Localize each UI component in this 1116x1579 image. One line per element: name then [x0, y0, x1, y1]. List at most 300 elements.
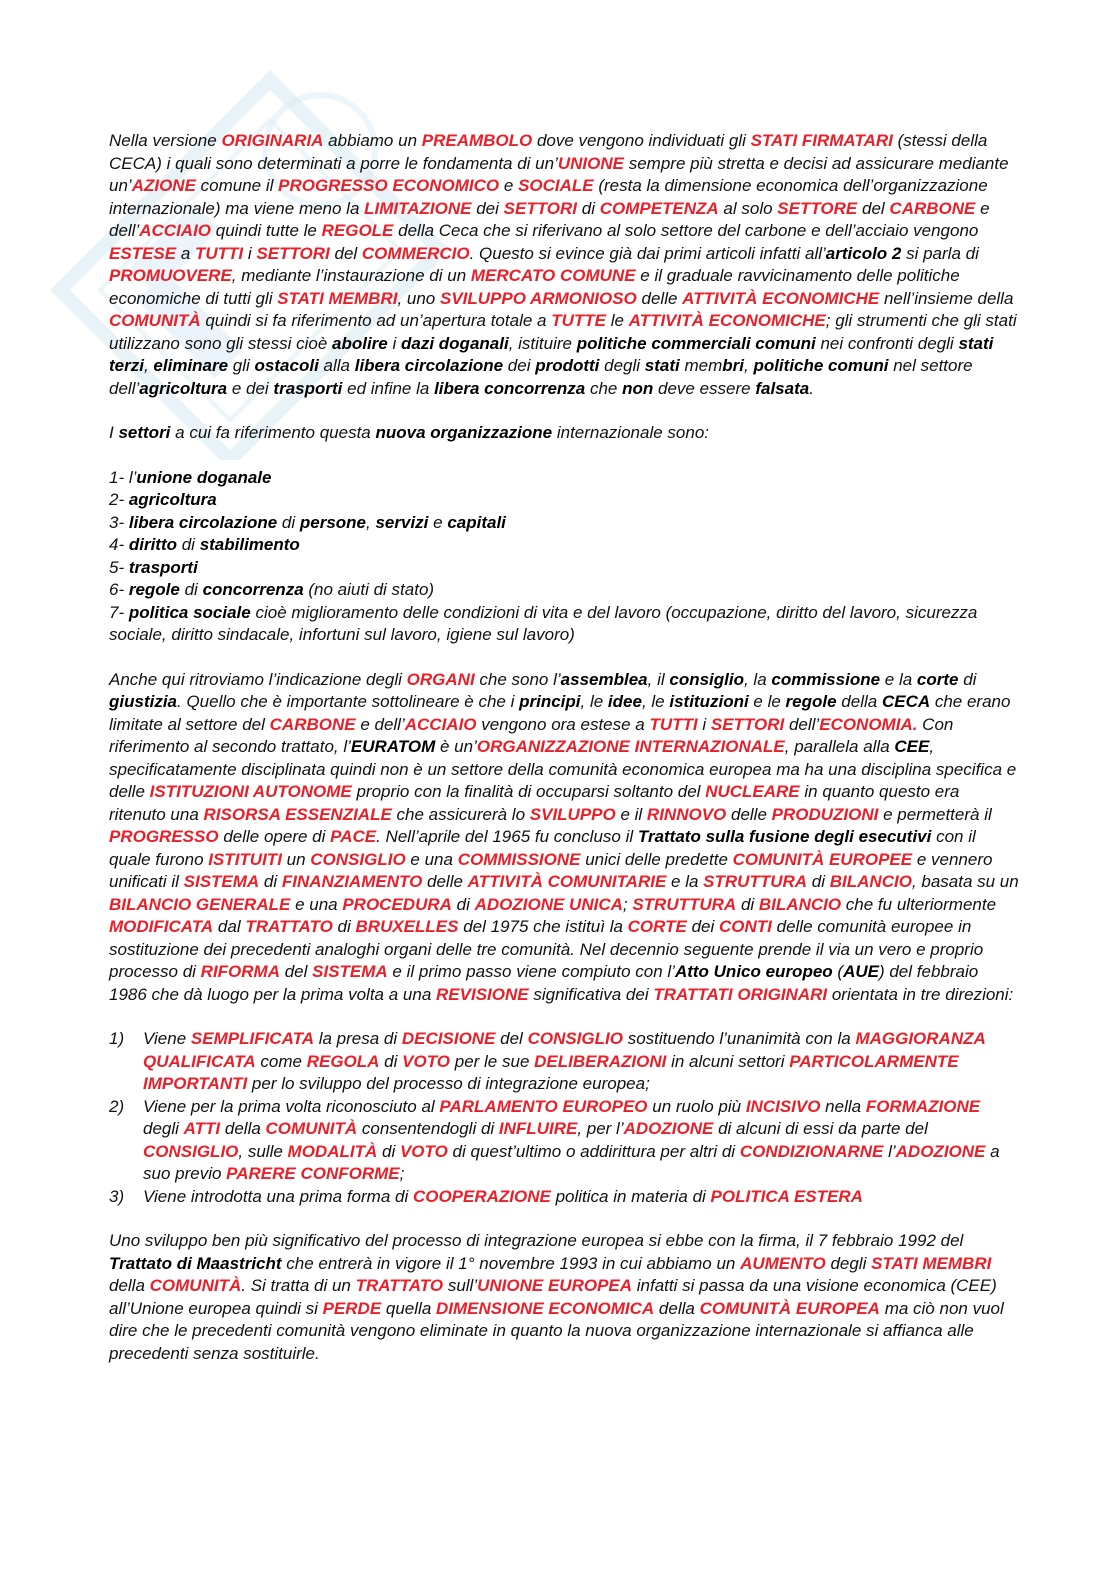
- text-run: , specificatamente disciplinata quindi non è un settore della comunità economica europea ma ha una disciplina specifica e delle: [109, 737, 1017, 801]
- highlighted-term: REGOLE: [321, 221, 394, 240]
- text-run: sull’: [443, 1276, 478, 1295]
- text-run: dell’: [784, 714, 820, 734]
- text-run: degli: [599, 356, 645, 375]
- bold-term: giustizia: [109, 692, 178, 711]
- text-run: e dell’: [109, 198, 990, 240]
- highlighted-term: MODIFICATA: [109, 917, 214, 936]
- highlighted-term: COMMISSIONE: [457, 849, 581, 869]
- bold-term: Trattato sulla fusione degli esecutivi: [637, 827, 932, 846]
- bold-term: bri: [722, 356, 744, 375]
- highlighted-term: ORGANIZZAZIONE INTERNAZIONALE: [476, 737, 785, 756]
- text-run: quindi si fa riferimento ad un’apertura totale a: [200, 311, 552, 330]
- document-body: [109, 130, 1019, 1365]
- text-run: 1- l’: [109, 467, 137, 487]
- text-run: di: [332, 917, 356, 936]
- bold-term: unione doganale: [136, 467, 272, 487]
- bold-term: agricoltura: [128, 490, 217, 509]
- highlighted-term: COOPERAZIONE: [412, 1186, 551, 1206]
- text-run: nei confronti degli: [815, 333, 959, 353]
- text-run: Viene: [143, 1029, 191, 1048]
- highlighted-term: COMUNITÀ: [149, 1276, 242, 1295]
- text-run: , le: [580, 692, 608, 711]
- paragraph: [109, 512, 1019, 535]
- text-run: e una: [405, 849, 458, 869]
- highlighted-term: STATI FIRMATARI: [750, 131, 893, 150]
- text-run: (no aiuti di stato): [303, 580, 435, 599]
- bold-term: concorrenza: [202, 580, 304, 599]
- text-run: Nella versione: [109, 131, 222, 150]
- highlighted-term: SETTORI: [503, 198, 578, 218]
- bold-term: corte: [916, 669, 959, 689]
- bold-term: regole: [785, 692, 837, 711]
- bold-term: politica sociale: [128, 602, 251, 622]
- paragraph-gap: [109, 400, 1019, 422]
- text-run: ed infine la: [342, 378, 435, 398]
- text-run: quella: [381, 1298, 436, 1318]
- text-run: delle: [636, 288, 683, 308]
- list-number: 1): [109, 1029, 125, 1048]
- text-run: delle comunità europee in sostituzione dei precedenti analoghi organi delle tre comunità. Nel decennio seguente prende il via un vero e proprio processo di: [109, 917, 984, 981]
- text-run: di: [577, 198, 600, 218]
- highlighted-term: UNIONE EUROPEA: [477, 1276, 633, 1295]
- text-run: nell’insieme della: [879, 288, 1014, 308]
- text-run: l’: [883, 1141, 896, 1161]
- highlighted-term: COMUNITÀ EUROPEE: [732, 849, 913, 869]
- text-run: sempre più stretta e decisi ad assicurare mediante un’: [109, 153, 1009, 195]
- text-run: di: [377, 1141, 400, 1161]
- highlighted-term: MODALITÀ: [287, 1141, 378, 1161]
- bold-term: ostacoli: [254, 356, 319, 375]
- highlighted-term: CONSIGLIO: [143, 1141, 239, 1161]
- text-run: alla: [318, 356, 355, 375]
- text-run: e una: [290, 894, 343, 914]
- text-run: è un’: [435, 737, 477, 756]
- text-run: ,: [366, 512, 376, 532]
- text-run: del: [857, 198, 890, 218]
- highlighted-term: MERCATO COMUNE: [470, 266, 636, 285]
- numbered-list-item: [109, 1028, 1019, 1096]
- bold-term: principi: [519, 692, 581, 711]
- highlighted-term: AZIONE: [131, 176, 196, 195]
- text-run: un ruolo più: [647, 1096, 746, 1116]
- highlighted-term: SEMPLIFICATA: [190, 1029, 314, 1048]
- highlighted-term: SISTEMA: [183, 872, 260, 891]
- highlighted-term: VOTO: [399, 1141, 448, 1161]
- highlighted-term: PROGRESSO: [109, 827, 219, 846]
- highlighted-term: PROGRESSO ECONOMICO: [278, 176, 500, 195]
- highlighted-term: POLITICA ESTERA: [710, 1186, 863, 1206]
- highlighted-term: COMMERCIO: [361, 243, 470, 263]
- text-run: che assicurerà lo: [391, 804, 530, 824]
- text-run: del 1975 che istituì la: [458, 917, 628, 936]
- bold-term: stati: [644, 356, 680, 375]
- highlighted-term: VOTO: [402, 1051, 451, 1071]
- text-run: i: [243, 243, 257, 263]
- highlighted-term: RISORSA ESSENZIALE: [203, 804, 392, 824]
- text-run: . Si tratta di un: [241, 1276, 356, 1295]
- text-run: in alcuni settori: [666, 1051, 790, 1071]
- bold-term: CECA: [881, 692, 931, 711]
- text-run: con il quale furono: [109, 827, 976, 869]
- highlighted-term: DELIBERAZIONI: [534, 1051, 667, 1071]
- text-run: si parla di: [901, 243, 979, 263]
- highlighted-term: SISTEMA: [312, 962, 388, 981]
- bold-term: assemblea: [560, 669, 648, 689]
- text-run: e la: [666, 872, 704, 891]
- paragraph: [109, 1230, 1019, 1365]
- text-run: , per l’: [577, 1119, 624, 1138]
- text-run: ; gli strumenti che gli stati utilizzano sono gli stessi cioè: [109, 311, 1017, 353]
- highlighted-term: FINANZIAMENTO: [281, 872, 423, 891]
- text-run: di: [179, 580, 203, 599]
- text-run: ) del febbraio 1986 che dà luogo per la prima volta a una: [109, 962, 979, 1004]
- text-run: che: [585, 378, 623, 398]
- paragraph-gap: [109, 1208, 1019, 1230]
- bold-term: falsata: [755, 378, 810, 398]
- highlighted-term: RINNOVO: [646, 804, 727, 824]
- text-run: delle: [422, 872, 468, 891]
- bold-term: non: [622, 378, 654, 398]
- highlighted-term: TUTTI: [649, 714, 698, 734]
- text-run: del: [495, 1029, 528, 1048]
- highlighted-term: ORIGINARIA: [221, 131, 324, 150]
- highlighted-term: ATTI: [183, 1119, 221, 1138]
- text-run: comune il: [195, 176, 279, 195]
- text-run: 5-: [109, 557, 129, 577]
- paragraph: [109, 557, 1019, 580]
- list-number: 2): [109, 1096, 125, 1116]
- bold-term: stati terzi: [109, 333, 994, 375]
- text-run: nel settore dell’: [109, 356, 973, 398]
- text-run: e il primo passo viene compiuto con l’: [387, 962, 675, 981]
- highlighted-term: COMUNITÀ EUROPEA: [699, 1298, 880, 1318]
- highlighted-term: ADOZIONE UNICA: [474, 894, 623, 914]
- text-run: e il graduale ravvicinamento delle politiche economiche di tutti gli: [109, 266, 960, 308]
- bold-term: politiche commerciali comuni: [576, 333, 816, 353]
- text-run: . Questo si evince già dai primi articoli infatti all’: [469, 243, 826, 263]
- text-run: le: [605, 311, 629, 330]
- text-run: , istituire: [508, 333, 577, 353]
- highlighted-term: CONTI: [719, 917, 772, 936]
- highlighted-term: PREAMBOLO: [421, 131, 533, 150]
- text-run: di: [177, 535, 200, 554]
- list-number: 3): [109, 1186, 125, 1206]
- highlighted-term: REGOLA: [306, 1051, 380, 1071]
- paragraph: [109, 579, 1019, 602]
- text-run: e permetterà il: [878, 804, 992, 824]
- numbered-list-item: [109, 1186, 1019, 1209]
- bold-term: Trattato di Maastricht: [109, 1253, 282, 1273]
- highlighted-term: ADOZIONE: [623, 1119, 714, 1138]
- highlighted-term: INFLUIRE: [498, 1119, 578, 1138]
- bold-term: stabilimento: [199, 535, 300, 554]
- highlighted-term: BRUXELLES: [355, 917, 459, 936]
- text-run: consentendogli di: [357, 1119, 499, 1138]
- text-run: la presa di: [314, 1029, 402, 1048]
- paragraph: [109, 669, 1019, 1007]
- text-run: i: [697, 714, 711, 734]
- text-run: orientata in tre direzioni:: [827, 984, 1014, 1004]
- text-run: che sono l’: [474, 669, 561, 689]
- text-run: dei: [503, 356, 536, 375]
- text-run: ;: [622, 894, 633, 914]
- highlighted-term: PARLAMENTO EUROPEO: [439, 1096, 648, 1116]
- highlighted-term: DECISIONE: [401, 1029, 496, 1048]
- highlighted-term: SETTORI: [256, 243, 330, 263]
- text-run: (resta la dimensione economica dell’organizzazione internazionale) ma viene meno la: [109, 176, 988, 218]
- highlighted-term: ADOZIONE: [895, 1141, 986, 1161]
- text-run: a suo previo: [143, 1141, 1000, 1183]
- highlighted-term: SVILUPPO ARMONIOSO: [440, 288, 637, 308]
- highlighted-term: STRUTTURA: [703, 872, 808, 891]
- text-run: unici delle predette: [580, 849, 733, 869]
- bold-term: abolire: [332, 333, 388, 353]
- text-run: e: [428, 512, 448, 532]
- highlighted-term: ORGANI: [406, 669, 475, 689]
- highlighted-term: CARBONE: [889, 198, 976, 218]
- bold-term: commissione: [771, 669, 881, 689]
- text-run: dei: [686, 917, 719, 936]
- text-run: del: [280, 962, 313, 981]
- bold-term: diritto: [128, 535, 177, 554]
- text-run: a cui fa riferimento questa: [170, 423, 376, 442]
- text-run: 4-: [109, 535, 129, 554]
- text-run: , le: [641, 692, 670, 711]
- bold-term: eliminare: [153, 356, 229, 375]
- bold-term: CEE: [894, 737, 930, 756]
- text-run: a: [176, 243, 195, 263]
- text-run: , uno: [397, 288, 440, 308]
- text-run: .: [809, 378, 814, 398]
- text-run: Uno sviluppo ben più significativo del processo di integrazione europea si ebbe con la firma, il 7 febbraio 1992 del: [109, 1231, 964, 1250]
- highlighted-term: INCISIVO: [745, 1096, 821, 1116]
- highlighted-term: PACE: [330, 827, 377, 846]
- text-run: ma ciò non vuol dire che le precedenti comunità vengono eliminate in quanto la nuova organizzazione internazionale si affianca alle precedenti senza sostituirle.: [109, 1298, 1004, 1363]
- text-run: politica in materia di: [550, 1186, 711, 1206]
- highlighted-term: TRATTATI ORIGINARI: [653, 984, 828, 1004]
- text-run: Viene per la prima volta riconosciuto al: [143, 1096, 440, 1116]
- text-run: e il: [615, 804, 647, 824]
- text-run: , parallela alla: [784, 737, 895, 756]
- text-run: della: [220, 1119, 266, 1138]
- text-run: e la: [880, 669, 917, 689]
- paragraph: [109, 130, 1019, 400]
- text-run: 2-: [109, 490, 129, 509]
- text-run: che entrerà in vigore il 1° novembre 1993 in cui abbiamo un: [281, 1253, 741, 1273]
- bold-term: regole: [128, 580, 180, 599]
- text-run: . Quello che è importante sottolineare è che i: [177, 692, 520, 711]
- text-run: un: [281, 849, 311, 869]
- text-run: (: [832, 962, 844, 981]
- highlighted-term: TRATTATO: [355, 1276, 444, 1295]
- highlighted-term: CONSIGLIO: [310, 849, 406, 869]
- bold-term: capitali: [447, 512, 506, 532]
- text-run: degli: [143, 1119, 184, 1138]
- text-run: Anche qui ritroviamo l’indicazione degli: [109, 669, 407, 689]
- highlighted-term: BILANCIO: [758, 894, 842, 914]
- bold-term: politiche comuni: [753, 356, 889, 375]
- text-run: , basata su un: [911, 872, 1019, 891]
- bold-term: AUE: [843, 962, 879, 981]
- paragraph: [109, 602, 1019, 647]
- bold-term: persone: [299, 512, 367, 532]
- bold-term: articolo 2: [825, 243, 902, 263]
- bold-term: consiglio: [669, 669, 744, 689]
- highlighted-term: CONDIZIONARNE: [739, 1141, 884, 1161]
- highlighted-term: SOCIALE: [518, 176, 594, 195]
- highlighted-term: PARERE CONFORME: [226, 1164, 400, 1183]
- text-run: Viene introdotta una prima forma di: [143, 1186, 413, 1206]
- bold-term: libera circolazione: [128, 512, 278, 532]
- paragraph-gap: [109, 445, 1019, 467]
- highlighted-term: DIMENSIONE ECONOMICA: [436, 1298, 655, 1318]
- text-run: I: [109, 423, 119, 442]
- text-run: proprio con la finalità di occuparsi soltanto del: [351, 782, 706, 801]
- bold-term: libera concorrenza: [434, 378, 586, 398]
- text-run: al solo: [718, 198, 778, 218]
- bold-term: istituzioni: [669, 692, 749, 711]
- highlighted-term: BILANCIO GENERALE: [109, 894, 291, 914]
- text-run: per le sue: [450, 1051, 535, 1071]
- highlighted-term: SETTORE: [777, 198, 858, 218]
- highlighted-term: PERDE: [322, 1298, 382, 1318]
- highlighted-term: AUMENTO: [740, 1253, 826, 1273]
- highlighted-term: PROMUOVERE: [109, 266, 232, 285]
- text-run: di: [259, 872, 282, 891]
- paragraph-gap: [109, 1006, 1019, 1028]
- text-run: abbiamo un: [323, 131, 422, 150]
- highlighted-term: ATTIVITÀ COMUNITARIE: [467, 872, 667, 891]
- text-run: 7-: [109, 602, 129, 622]
- text-run: di: [736, 894, 759, 914]
- text-run: in quanto questo era ritenuto una: [109, 782, 960, 824]
- text-run: di quest’ultimo o addirittura per altri di: [447, 1141, 740, 1161]
- text-run: 6-: [109, 580, 129, 599]
- bold-term: trasporti: [128, 557, 198, 577]
- highlighted-term: LIMITAZIONE: [364, 198, 472, 218]
- highlighted-term: COMPETENZA: [599, 198, 719, 218]
- text-run: i: [387, 333, 401, 353]
- text-run: e: [499, 176, 519, 195]
- highlighted-term: STATI MEMBRI: [277, 288, 398, 308]
- text-run: e le: [748, 692, 786, 711]
- text-run: gli: [228, 356, 255, 375]
- highlighted-term: COMUNITÀ: [265, 1119, 358, 1138]
- paragraph: [109, 489, 1019, 512]
- text-run: internazionale sono:: [552, 423, 709, 442]
- text-run: della: [109, 1276, 150, 1295]
- text-run: della Ceca che si riferivano al solo settore del carbone e dell’acciaio vengono: [393, 221, 979, 240]
- paragraph: [109, 534, 1019, 557]
- text-run: sostituendo l’unanimità con la: [622, 1029, 856, 1048]
- highlighted-term: FORMAZIONE: [865, 1096, 981, 1116]
- highlighted-term: TUTTI: [195, 243, 244, 263]
- highlighted-term: RIFORMA: [200, 962, 280, 981]
- highlighted-term: STATI MEMBRI: [871, 1253, 992, 1273]
- bold-term: prodotti: [535, 356, 600, 375]
- text-run: di: [958, 669, 977, 689]
- highlighted-term: CONSIGLIO: [527, 1029, 623, 1048]
- text-run: di: [379, 1051, 403, 1071]
- text-run: della: [836, 692, 882, 711]
- highlighted-term: ISTITUZIONI AUTONOME: [149, 782, 352, 801]
- highlighted-term: CORTE: [627, 917, 687, 936]
- text-run: ;: [399, 1164, 405, 1183]
- paragraph-gap: [109, 647, 1019, 669]
- highlighted-term: PRODUZIONI: [771, 804, 879, 824]
- highlighted-term: STRUTTURA: [632, 894, 737, 914]
- bold-term: Atto Unico europeo: [674, 962, 833, 981]
- highlighted-term: COMUNITÀ: [109, 311, 201, 330]
- text-run: Con riferimento al secondo trattato, l’: [109, 714, 954, 756]
- text-run: e dei: [227, 378, 274, 398]
- text-run: quindi tutte le: [211, 221, 322, 240]
- highlighted-term: BILANCIO: [829, 872, 912, 891]
- highlighted-term: ESTESE: [109, 243, 177, 263]
- highlighted-term: ATTIVITÀ ECONOMICHE: [628, 311, 826, 330]
- text-run: , mediante l’instaurazione di un: [231, 266, 471, 285]
- highlighted-term: ACCIAIO: [404, 714, 477, 734]
- highlighted-term: CARBONE: [269, 714, 356, 734]
- text-run: 3-: [109, 512, 129, 532]
- highlighted-term: TUTTE: [551, 311, 606, 330]
- text-run: come: [255, 1051, 307, 1071]
- highlighted-term: ISTITUITI: [208, 849, 282, 869]
- text-run: mem: [679, 356, 723, 375]
- text-run: che erano limitate al settore del: [109, 692, 1011, 734]
- text-run: dei: [471, 198, 504, 218]
- text-run: cioè miglioramento delle condizioni di vita e del lavoro (occupazione, diritto del lavoro, sicurezza sociale, diritto sindacale, infortuni sul lavoro, igiene sul lavoro): [109, 602, 978, 644]
- highlighted-term: ATTIVITÀ ECONOMICHE: [682, 288, 880, 308]
- text-run: significativa dei: [528, 984, 654, 1004]
- highlighted-term: NUCLEARE: [705, 782, 800, 801]
- highlighted-term: UNIONE: [557, 153, 624, 173]
- bold-term: dazi doganali: [401, 333, 509, 353]
- highlighted-term: ECONOMIA.: [819, 714, 918, 734]
- text-run: , il: [647, 669, 670, 689]
- text-run: del: [329, 243, 362, 263]
- text-run: ,: [143, 356, 154, 375]
- bold-term: agricoltura: [139, 378, 228, 398]
- highlighted-term: REVISIONE: [436, 984, 529, 1004]
- bold-term: libera circolazione: [354, 356, 504, 375]
- highlighted-term: PROCEDURA: [342, 894, 452, 914]
- text-run: degli: [825, 1253, 872, 1273]
- text-run: . Nell’aprile del 1965 fu concluso il: [376, 827, 638, 846]
- bold-term: idee: [607, 692, 642, 711]
- text-run: di: [807, 872, 830, 891]
- text-run: delle opere di: [218, 827, 331, 846]
- paragraph: [109, 467, 1019, 490]
- text-run: e dell’: [355, 714, 405, 734]
- highlighted-term: SVILUPPO: [529, 804, 616, 824]
- text-run: vengono ora estese a: [476, 714, 650, 734]
- bold-term: trasporti: [273, 378, 343, 398]
- paragraph: [109, 422, 1019, 445]
- text-run: deve essere: [653, 378, 756, 398]
- bold-term: EURATOM: [350, 737, 436, 756]
- highlighted-term: MAGGIORANZA QUALIFICATA: [143, 1029, 986, 1071]
- bold-term: nuova organizzazione: [375, 423, 553, 442]
- text-run: della: [654, 1298, 700, 1318]
- text-run: infatti si passa da una visione economica (CEE) all’Unione europea quindi si: [109, 1276, 997, 1318]
- text-run: e vennero unificati il: [109, 849, 993, 891]
- text-run: ,: [743, 356, 754, 375]
- bold-term: settori: [118, 423, 171, 442]
- highlighted-term: PARTICOLARMENTE IMPORTANTI: [143, 1051, 959, 1093]
- text-run: , la: [743, 669, 772, 689]
- numbered-list-item: [109, 1096, 1019, 1186]
